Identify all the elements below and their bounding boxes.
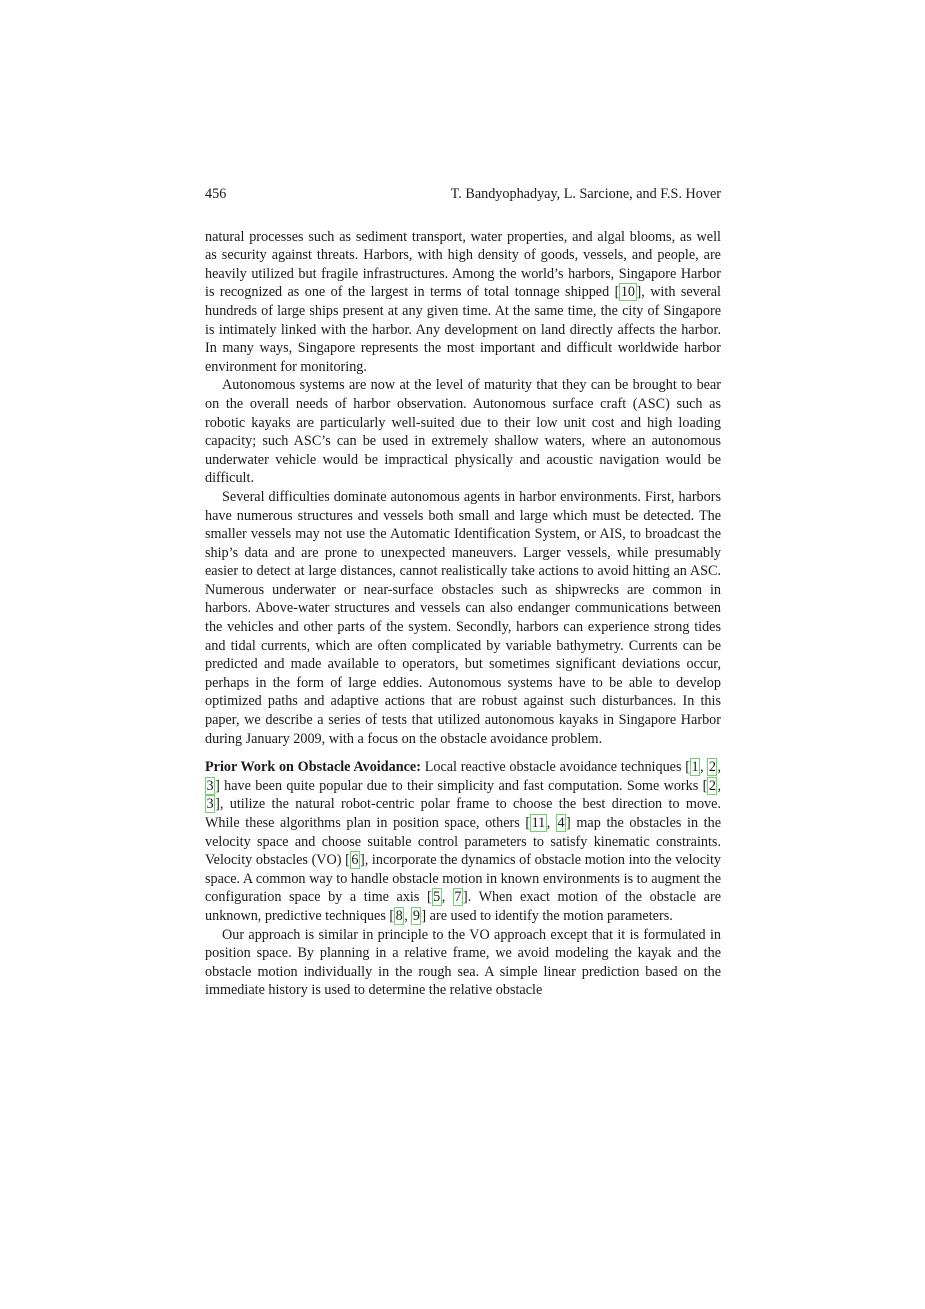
header-authors: T. Bandyophadyay, L. Sarcione, and F.S. Hover — [450, 186, 721, 202]
citation-link[interactable]: 10 — [620, 284, 636, 301]
citation-link[interactable]: 7 — [454, 889, 462, 906]
citation-link[interactable]: 2 — [708, 759, 716, 776]
running-header — [205, 185, 721, 204]
citation-link[interactable]: 9 — [412, 907, 420, 924]
paragraph-2: Autonomous systems are now at the level of maturity that they can be brought to bear on the overall needs of harbor observation. Autonomous surface craft (ASC) such as robotic kayaks are particularly well-suited due to their low unit cost and high loading capacity; such ASC’s can be used in extremely shallow waters, where an autonomous underwater vehicle would be impractical physically and acoustic navigation would be difficult. — [205, 377, 721, 487]
paragraph-3: Several difficulties dominate autonomous agents in harbor environments. First, harbors have numerous structures and vessels both small and large which must be detected. The smaller vessels may not use the Automatic Identification System, or AIS, to broadcast the ship’s data and are prone to unexpected maneuvers. Larger vessels, while presumably easier to detect at large distances, cannot realistically take actions to avoid hitting an ASC. Numerous underwater or near-surface obstacles such as shipwrecks are common in harbors. Above-water structures and vessels can also endanger communications between the vehicles and other parts of the system. Secondly, harbors can experience strong tides and tidal currents, which are often complicated by variable bathymetry. Currents can be predicted and made available to operators, but sometimes significant deviations occur, perhaps in the form of large eddies. Autonomous systems have to be able to develop optimized paths and adaptive actions that are robust against such disturbances. In this paper, we describe a series of tests that utilized autonomous kayaks in Singapore Harbor during January 2009, with a focus on the obstacle avoidance problem. — [205, 488, 721, 747]
separator: , — [717, 759, 721, 776]
citation-link[interactable]: 2 — [708, 777, 716, 794]
paragraph-4-text: ]. When exact motion of the obstacle are unknown, predictive techniques [ — [205, 889, 721, 924]
paragraph-4-text: ] have been quite popular due to their simplicity and fast computation. Some works [ — [215, 777, 708, 794]
citation-link[interactable]: 6 — [351, 852, 359, 869]
paragraph-1-text: natural processes such as sediment transport, water properties, and algal blooms, as well as security against threats. Harbors, with high density of goods, vessels, and people, are heavily utilized but fragile infrastructures. Among the world’s harbors, Singapore Harbor is recognized as one of the largest in terms of total tonnage shipped [ — [205, 228, 721, 301]
page-number: 456 — [205, 186, 227, 202]
paragraph-4-text: ], incorporate the dynamics of obstacle motion into the velocity space. A common way to handle obstacle motion in known environments is to augment the configuration space by a time axis [ — [205, 852, 721, 906]
paragraph-1-text: ], with several hundreds of large ships present at any given time. At the same time, the city of Singapore is intimately linked with the harbor. Any development on land directly affects the harbor. In many ways, Singapore represents the most important and difficult worldwide harbor environment for monitoring. — [205, 284, 721, 375]
paragraph-5: Our approach is similar in principle to the VO approach except that it is formulated in position space. By planning in a relative frame, we avoid modeling the kayak and the obstacle motion individually in the rough sea. A simple linear prediction based on the immediate history is used to determine the relative obstacle — [205, 926, 721, 999]
section-heading: Prior Work on Obstacle Avoidance: — [205, 759, 421, 776]
separator: , — [441, 889, 453, 906]
citation-link[interactable]: 3 — [206, 796, 214, 813]
separator: , — [717, 777, 721, 794]
paragraph-1 — [205, 228, 721, 377]
separator: , — [404, 907, 412, 924]
page — [205, 185, 721, 1000]
paragraph-4-text: ] map the obstacles in the velocity space and choose suitable control parameters to satisfy kinematic constraints. Velocity obstacles (VO) [ — [205, 815, 722, 869]
paragraph-4-text: Local reactive obstacle avoidance techniques [ — [420, 759, 690, 776]
separator: , — [700, 759, 708, 776]
citation-link[interactable]: 5 — [433, 889, 441, 906]
citation-link[interactable]: 1 — [691, 759, 699, 776]
citation-link[interactable]: 8 — [395, 907, 403, 924]
paragraph-4 — [205, 758, 721, 925]
citation-link[interactable]: 11 — [531, 815, 546, 831]
separator: , — [546, 815, 556, 831]
citation-link[interactable]: 3 — [206, 777, 214, 794]
paragraph-4-text: ] are used to identify the motion parameters. — [421, 907, 673, 924]
paragraph-4-text: ], utilize the natural robot-centric polar frame to choose the best direction to move. While these algorithms plan in position space, others [ — [205, 796, 721, 831]
citation-link[interactable]: 4 — [557, 815, 565, 831]
